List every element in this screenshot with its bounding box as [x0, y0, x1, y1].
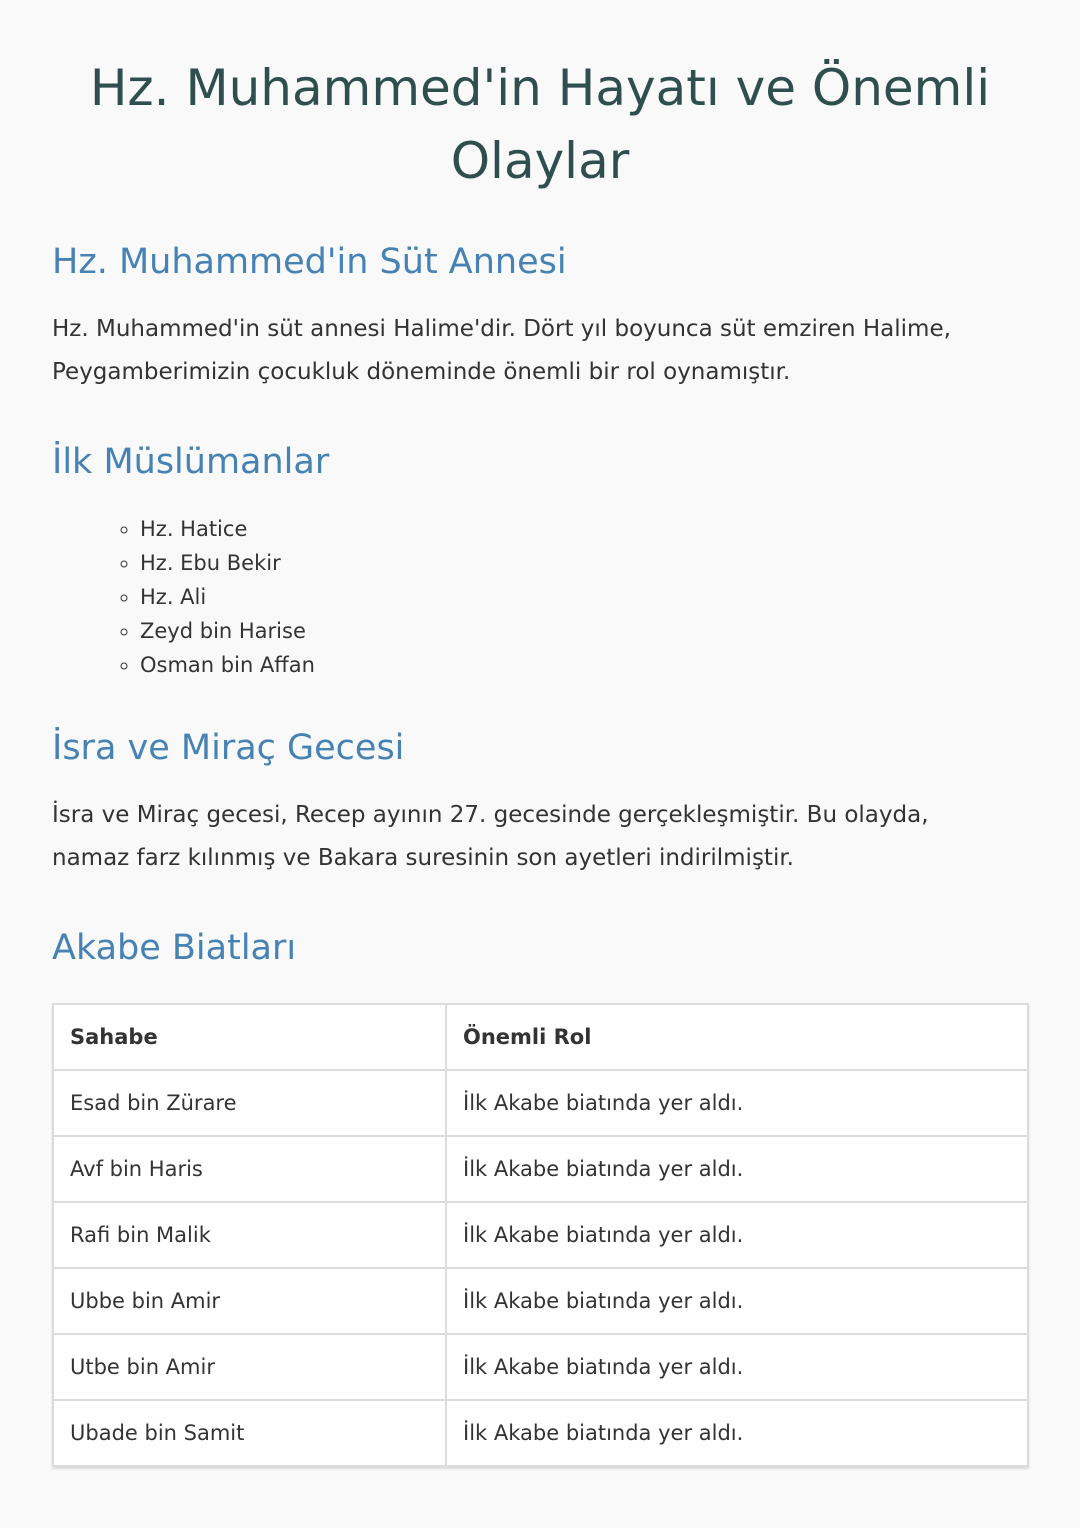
- cell-rol: İlk Akabe biatında yer aldı.: [446, 1334, 1028, 1400]
- cell-rol: İlk Akabe biatında yer aldı.: [446, 1400, 1028, 1466]
- list-item: ◦ Hz. Ali: [140, 580, 315, 614]
- column-header-sahabe: Sahabe: [53, 1004, 446, 1070]
- cell-rol: İlk Akabe biatında yer aldı.: [446, 1202, 1028, 1268]
- heading-sut-annesi: Hz. Muhammed'in Süt Annesi: [52, 242, 567, 282]
- heading-ilk-muslumanlar: İlk Müslümanlar: [52, 442, 330, 482]
- column-header-onemli-rol: Önemli Rol: [446, 1004, 1028, 1070]
- list-ilk-muslumanlar: [52, 512, 315, 682]
- list-item: ◦ Hz. Hatice: [140, 512, 315, 546]
- table-header-row: [53, 1004, 1028, 1070]
- table-row: [53, 1400, 1028, 1466]
- table-row: [53, 1136, 1028, 1202]
- list-item: ◦ Hz. Ebu Bekir: [140, 546, 315, 580]
- akabe-table: [52, 1003, 1029, 1467]
- paragraph-sut-annesi: Hz. Muhammed'in süt annesi Halime'dir. Dört yıl boyunca süt emziren Halime, Peygamberimizin çocukluk döneminde önemli bir rol oynamıştır.: [52, 316, 951, 385]
- cell-sahabe: Utbe bin Amir: [53, 1334, 446, 1400]
- paragraph-isra-mirac: İsra ve Miraç gecesi, Recep ayının 27. gecesinde gerçekleşmiştir. Bu olayda, namaz farz kılınmış ve Bakara suresinin son ayetleri indirilmiştir.: [52, 802, 929, 871]
- cell-rol: İlk Akabe biatında yer aldı.: [446, 1070, 1028, 1136]
- heading-isra-mirac: İsra ve Miraç Gecesi: [52, 728, 405, 768]
- cell-sahabe: Ubade bin Samit: [53, 1400, 446, 1466]
- heading-akabe-biatlari: Akabe Biatları: [52, 928, 297, 968]
- table-row: [53, 1070, 1028, 1136]
- table-row: [53, 1268, 1028, 1334]
- page-title: Hz. Muhammed'in Hayatı ve Önemli Olaylar: [89, 59, 991, 190]
- list-item: ◦ Osman bin Affan: [140, 648, 315, 682]
- cell-sahabe: Rafi bin Malik: [53, 1202, 446, 1268]
- cell-sahabe: Ubbe bin Amir: [53, 1268, 446, 1334]
- cell-sahabe: Avf bin Haris: [53, 1136, 446, 1202]
- cell-rol: İlk Akabe biatında yer aldı.: [446, 1136, 1028, 1202]
- cell-rol: İlk Akabe biatında yer aldı.: [446, 1268, 1028, 1334]
- cell-sahabe: Esad bin Zürare: [53, 1070, 446, 1136]
- table-row: [53, 1334, 1028, 1400]
- table-row: [53, 1202, 1028, 1268]
- list-item: ◦ Zeyd bin Harise: [140, 614, 315, 648]
